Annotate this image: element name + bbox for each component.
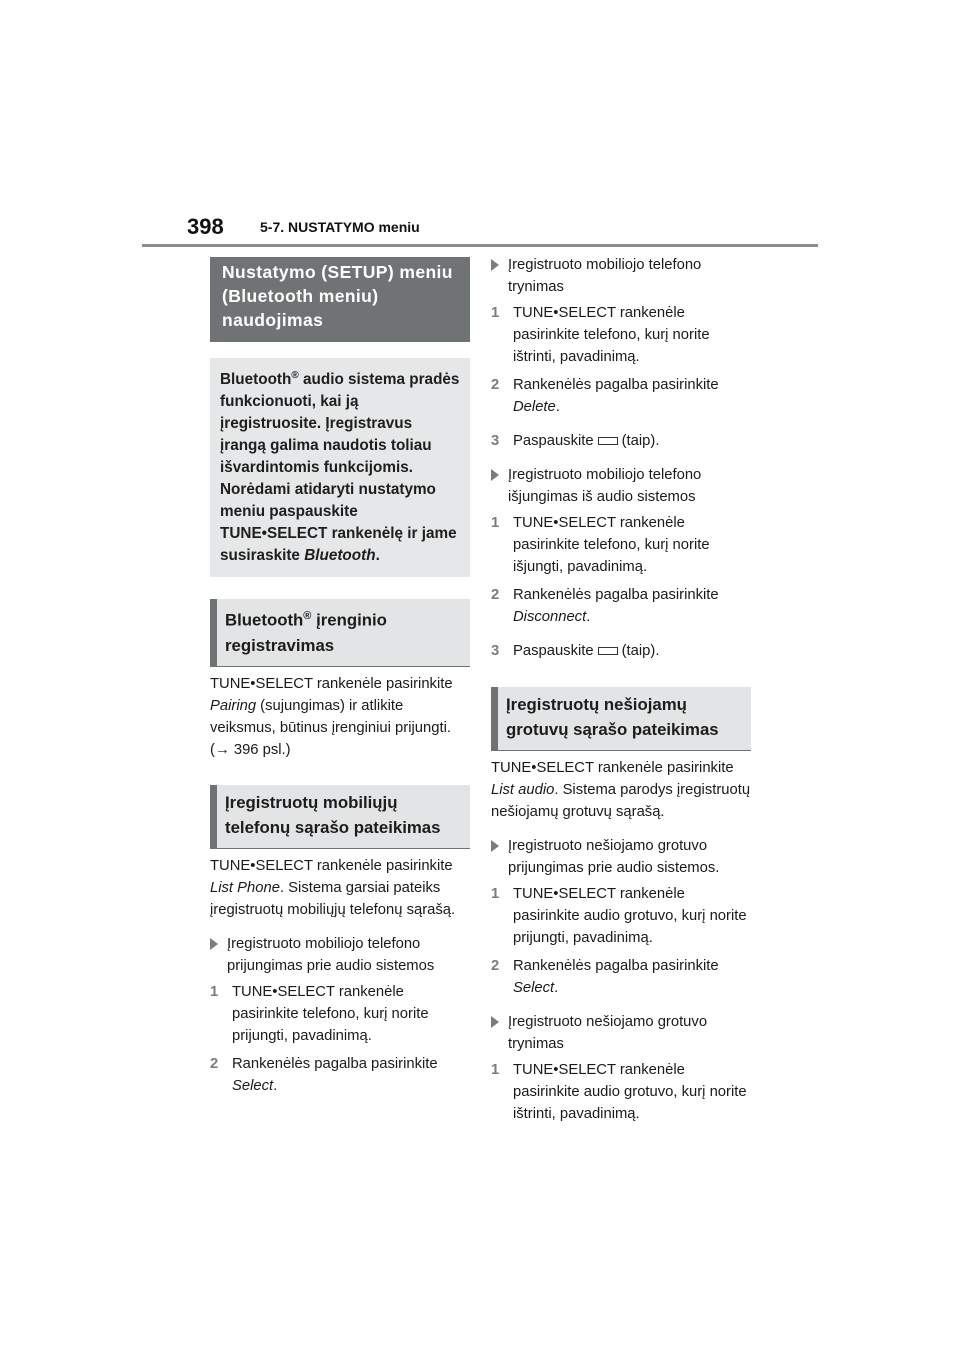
registered-mark: ® [291,370,299,381]
subsection-audio-connect [491,835,751,879]
step-1 [491,883,751,949]
subsection-title: Įregistruoto mobiliojo telefono išjungimas iš audio sistemos [508,467,702,505]
triangle-bullet-icon [491,840,499,852]
step-text: TUNE•SELECT rankenėle pasirinkite telefono, kurį norite ištrinti, pavadinimą. [513,305,710,365]
section-title-text-rest: įrenginio registravimas [225,610,387,655]
step-number: 1 [491,886,500,902]
registered-mark: ® [303,610,312,623]
subsection-title: Įregistruoto mobiliojo telefono trynimas [508,257,702,295]
phone-list-paragraph: TUNE•SELECT rankenėle pasirinkite List Phone. Sistema garsiai pateiks įregistruotų mobiliųjų telefonų sąrašą. [210,857,456,918]
subsection-audio-delete [491,1011,751,1055]
left-column [210,257,470,1097]
step-text: Paspauskite (taip). [513,643,660,659]
header-divider [142,244,818,247]
step-number: 1 [491,305,500,321]
step-text: TUNE•SELECT rankenėle pasirinkite audio grotuvo, kurį norite prijungti, pavadinimą. [513,886,747,946]
step-text: TUNE•SELECT rankenėle pasirinkite audio grotuvo, kurį norite ištrinti, pavadinimą. [513,1062,747,1122]
step-3 [491,640,751,662]
step-number: 2 [491,587,500,603]
step-1 [210,981,470,1047]
yes-button-icon [598,647,618,655]
section-title-audio-list: Įregistruotų nešiojamų grotuvų sąrašo pateikimas [491,687,751,751]
arrow-icon: → [214,741,230,758]
step-number: 2 [491,377,500,393]
subsection-phone-delete [491,254,751,298]
step-number: 3 [491,433,500,449]
intro-text-rest: audio sistema pradės funkcionuoti, kai ją įregistruosite. Įregistravus įrangą galima naudotis toliau išvardintomis funkcijomis. Norėdami atidaryti nustatymo meniu paspauskite TUNE•SELECT rankenėlę ir jame susiraskite [220,371,460,565]
subsection-title: Įregistruoto nešiojamo grotuvo trynimas [508,1014,708,1052]
step-text: Rankenėlės pagalba pasirinkite Delete. [513,377,719,415]
right-column [491,254,751,1125]
step-1 [491,302,751,368]
intro-box [210,358,470,577]
subsection-title: Įregistruoto nešiojamo grotuvo prijungimas prie audio sistemos. [508,838,720,876]
section-title-text: Bluetooth [225,610,304,630]
intro-text: Bluetooth [220,371,292,389]
step-number: 2 [491,958,500,974]
step-3 [491,430,751,452]
intro-italic: Bluetooth [304,547,376,565]
step-number: 1 [210,983,219,1000]
step-text: TUNE•SELECT rankenėle pasirinkite telefono, kurį norite prijungti, pavadinimą. [232,983,429,1044]
step-1 [491,512,751,578]
section-title-phone-list: Įregistruotų mobiliųjų telefonų sąrašo pateikimas [210,785,470,849]
step-2 [210,1053,470,1097]
subsection-phone-disconnect [491,464,751,508]
step-text: Paspauskite (taip). [513,433,660,449]
step-text: Rankenėlės pagalba pasirinkite Disconnect. [513,587,719,625]
section-title-registration [210,599,470,667]
step-number: 1 [491,515,500,531]
step-number: 3 [491,643,500,659]
chapter-title: 5-7. NUSTATYMO meniu [260,219,420,235]
subsection-title: Įregistruoto mobiliojo telefono prijungimas prie audio sistemos [227,935,435,974]
step-text: Rankenėlės pagalba pasirinkite Select. [232,1055,438,1094]
triangle-bullet-icon [491,469,499,481]
main-section-title: Nustatymo (SETUP) meniu (Bluetooth meniu) naudojimas [210,257,470,342]
triangle-bullet-icon [491,1016,499,1028]
triangle-bullet-icon [491,259,499,271]
step-text: Rankenėlės pagalba pasirinkite Select. [513,958,719,996]
yes-button-icon [598,437,618,445]
registration-paragraph: TUNE•SELECT rankenėle pasirinkite Pairing (sujungimas) ir atlikite veiksmus, būtinus įrenginiui prijungti. (→ 396 psl.) [210,675,453,758]
step-number: 1 [491,1062,500,1078]
page-number: 398 [187,214,224,239]
intro-end: . [375,547,380,565]
step-2 [491,374,751,418]
step-number: 2 [210,1055,219,1072]
subsection-phone-connect [210,933,470,977]
triangle-bullet-icon [210,938,218,950]
step-1 [491,1059,751,1125]
step-text: TUNE•SELECT rankenėle pasirinkite telefono, kurį norite išjungti, pavadinimą. [513,515,710,575]
audio-list-paragraph: TUNE•SELECT rankenėle pasirinkite List audio. Sistema parodys įregistruotų nešiojamų grotuvų sąrašą. [491,760,751,820]
step-2 [491,955,751,999]
step-2 [491,584,751,628]
